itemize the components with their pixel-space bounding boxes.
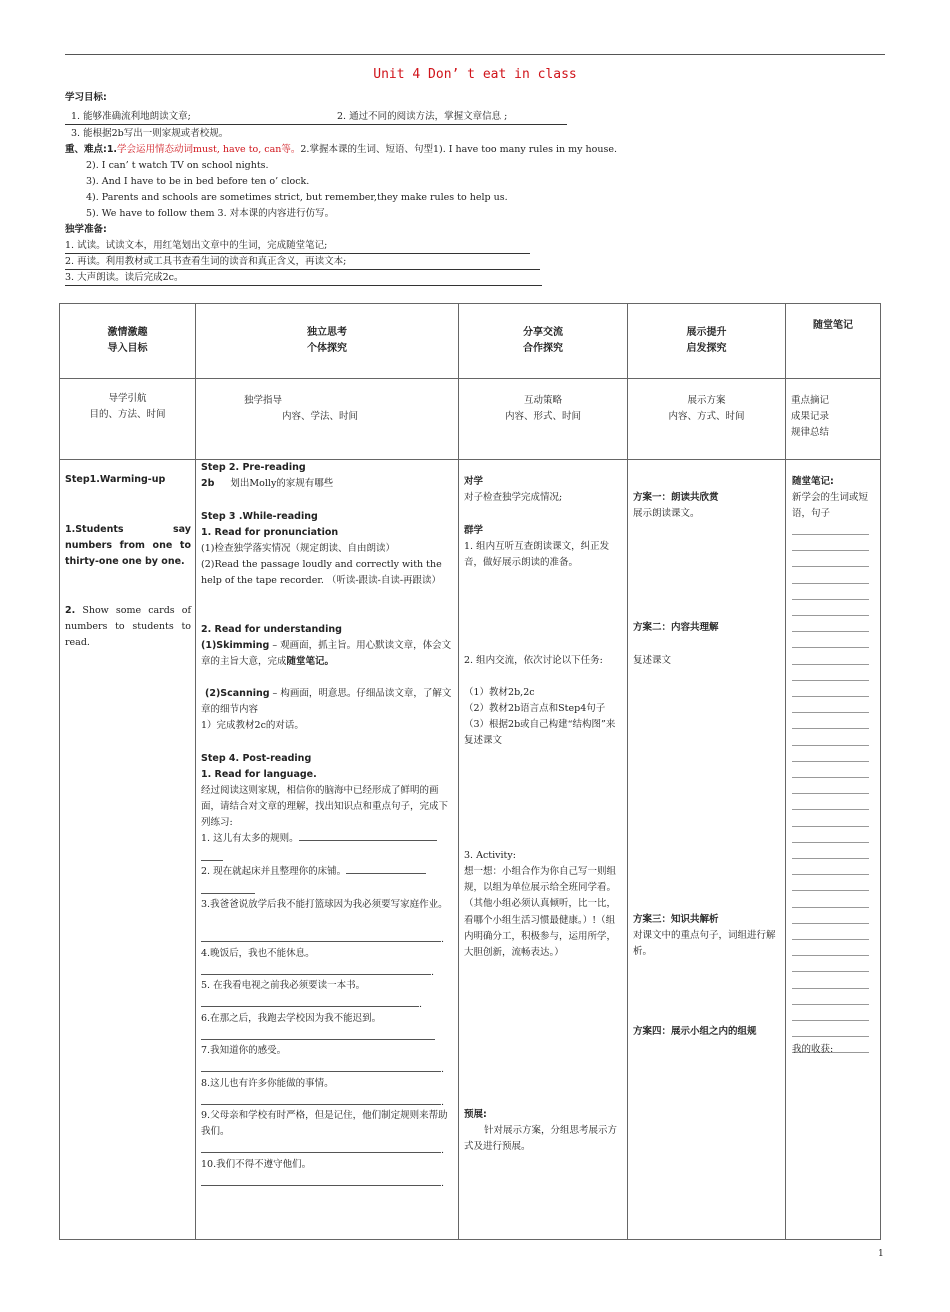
- exercise-1: 1. 这儿有太多的规则。: [201, 831, 437, 847]
- prep-3: 3. 大声朗读。读后完成2c。: [65, 272, 542, 286]
- body-col-2: [196, 460, 459, 1240]
- note-line: [792, 1004, 869, 1005]
- key-4: 4). Parents and schools are sometimes strict, but remember,they make rules to help us.: [86, 192, 508, 203]
- exercise-5-blank: .: [201, 997, 422, 1013]
- harvest-label: 我的收获:: [792, 1044, 834, 1055]
- step4-heading: Step 4. Post-reading: [201, 753, 312, 764]
- read-language: 1. Read for language.: [201, 769, 317, 780]
- exercise-2: 2. 现在就起床并且整理你的床铺。: [201, 864, 426, 880]
- note-line: [792, 890, 869, 891]
- prep-heading: 独学准备:: [65, 224, 107, 235]
- skimming-task: (1)Skimming – 观画面，抓主旨。用心默读文章，体会文章的主旨大意，完成随堂笔记。: [201, 640, 452, 668]
- note-line: [792, 858, 869, 859]
- plan-2-desc: 复述课文: [633, 655, 672, 666]
- note-line: [792, 647, 869, 648]
- exercise-5: 5. 在我看电视之前我必须要读一本书。: [201, 980, 366, 991]
- pair-study-heading: 对学: [464, 476, 484, 487]
- prep-2: 2. 再读。利用教材或工具书查看生词的读音和真正含义，再读文本;: [65, 256, 540, 270]
- note-line: [792, 599, 869, 600]
- table-header-row: [60, 304, 881, 379]
- read-pronunciation: 1. Read for pronunciation: [201, 527, 339, 538]
- note-line: [792, 988, 869, 989]
- body-col-3: [459, 460, 628, 1240]
- preview-heading: 预展:: [464, 1109, 487, 1120]
- subheader-col-2: 独学指导 内容、学法、时间: [196, 379, 459, 460]
- note-line: [792, 971, 869, 972]
- group-task-1: 1. 组内互听互查朗读课文，纠正发音，做好展示朗读的准备。: [464, 541, 610, 569]
- note-line: [792, 550, 869, 551]
- note-line: [792, 923, 869, 924]
- note-line: [792, 777, 869, 778]
- body-col-1: [60, 460, 196, 1240]
- note-line: [792, 566, 869, 567]
- note-line: [792, 761, 869, 762]
- header-col-2: 独立思考 个体探究: [196, 304, 459, 379]
- note-line: [792, 939, 869, 940]
- step1-heading: Step1.Warming-up: [65, 474, 166, 485]
- subheader-col-1: 导学引航 目的、方法、时间: [60, 379, 196, 460]
- note-line: [792, 842, 869, 843]
- note-line: [792, 680, 869, 681]
- plan-3-heading: 方案三：知识共解析: [633, 914, 719, 925]
- activity-heading: 3. Activity:: [464, 850, 516, 861]
- exercise-4: 4.晚饭后，我也不能休息。: [201, 948, 315, 959]
- group-task-2b: （2）教材2b语言点和Step4句子: [464, 703, 606, 714]
- note-line: [792, 728, 869, 729]
- lesson-table: [59, 303, 881, 1240]
- activity-desc: 想一想：小组合作为你自己写一则组规，以组为单位展示给全班同学看。（其他小组必须认真倾听，比一比，看哪个小组生活习惯最健康。）!（组内明确分工，积极参与，运用所学，大胆创新，流畅表达。）: [464, 866, 617, 959]
- exercise-9-blank: .: [201, 1143, 444, 1159]
- plan-4-heading: 方案四：展示小组之内的组规: [633, 1026, 757, 1037]
- note-line: [792, 1036, 869, 1037]
- step3-heading: Step 3 .While-reading: [201, 511, 318, 522]
- goals-heading: 学习目标:: [65, 92, 107, 103]
- key-1-text: 学会运用情态动词must, have to, can等。: [117, 144, 301, 155]
- scanning-task: (2)Scanning – 构画面，明意思。仔细品读文章，了解文章的细节内容: [201, 688, 452, 716]
- note-line: [792, 955, 869, 956]
- plan-1-desc: 展示朗读课文。: [633, 508, 700, 519]
- note-line: [792, 826, 869, 827]
- plan-3-desc: 对课文中的重点句子，词组进行解析。: [633, 930, 776, 958]
- exercise-7: 7.我知道你的感受。: [201, 1045, 287, 1056]
- note-line: [792, 615, 869, 616]
- note-line: [792, 745, 869, 746]
- notes-desc: 新学会的生词或短语，句子: [792, 492, 869, 520]
- pronunciation-step-2: (2)Read the passage loudly and correctly with the help of the tape recorder. （听读-跟读-自读-再跟读）: [201, 559, 442, 587]
- scanning-subtask: 1）完成教材2c的对话。: [201, 720, 304, 731]
- header-col-3: 分享交流 合作探究: [459, 304, 628, 379]
- read-understanding: 2. Read for understanding: [201, 624, 342, 635]
- prep-1: 1. 试读。试读文本，用红笔划出文章中的生词，完成随堂笔记;: [65, 240, 530, 254]
- plan-2-heading: 方案二：内容共理解: [633, 622, 719, 633]
- page-title: Unit 4 Don’ t eat in class: [373, 67, 577, 82]
- plan-1-heading: 方案一：朗读共欣赏: [633, 492, 719, 503]
- header-col-1: 激情激趣 导入目标: [60, 304, 196, 379]
- group-task-2a: （1）教材2b,2c: [464, 687, 535, 698]
- key-3: 3). And I have to be in bed before ten o’ clock.: [86, 176, 310, 187]
- page-number: 1: [878, 1249, 884, 1259]
- note-line: [792, 534, 869, 535]
- note-line: [792, 907, 869, 908]
- header-col-4: 展示提升 启发探究: [628, 304, 786, 379]
- exercise-10-blank: .: [201, 1176, 444, 1192]
- exercise-8-blank: .: [201, 1095, 444, 1111]
- key-5: 5). We have to follow them 3. 对本课的内容进行仿写。: [86, 208, 335, 219]
- exercise-9: 9.父母亲和学校有时严格，但是记住，他们制定规则来帮助我们。: [201, 1110, 448, 1138]
- exercise-10: 10.我们不得不遵守他们。: [201, 1159, 312, 1170]
- key-heading: 重、难点:: [65, 144, 107, 155]
- note-line: [792, 874, 869, 875]
- key-1-rest: 2.掌握本课的生词、短语、句型1). I have too many rules in my house.: [300, 144, 618, 155]
- group-task-2: 2. 组内交流，依次讨论以下任务:: [464, 655, 603, 666]
- note-line: [792, 696, 869, 697]
- subheader-col-4: 展示方案 内容、方式、时间: [628, 379, 786, 460]
- goal-1: 1. 能够准确流利地朗读文章;: [71, 111, 191, 122]
- note-line: [792, 664, 869, 665]
- note-line: [792, 809, 869, 810]
- exercise-3-blank: .: [201, 932, 444, 948]
- exercise-4-blank: .: [201, 965, 434, 981]
- group-study-heading: 群学: [464, 525, 484, 536]
- step2-task: 2b 划出Molly的家规有哪些: [201, 478, 334, 489]
- exercise-3: 3.我爸爸说放学后我不能打篮球因为我必须要写家庭作业。: [201, 899, 448, 910]
- step2-heading: Step 2. Pre-reading: [201, 462, 306, 473]
- pronunciation-step-1: (1)检查独学落实情况（规定朗读、自由朗读）: [201, 543, 395, 554]
- pair-study-desc: 对子检查独学完成情况;: [464, 492, 563, 503]
- body-col-4: [628, 460, 786, 1240]
- goal-3: 3. 能根据2b写出一则家规或者校规。: [71, 128, 229, 139]
- goal-2: 2. 通过不同的阅读方法，掌握文章信息 ;: [337, 111, 508, 122]
- exercise-7-blank: .: [201, 1062, 444, 1078]
- note-line: [792, 793, 869, 794]
- preview-desc: 针对展示方案，分组思考展示方式及进行预展。: [464, 1125, 618, 1153]
- table-subheader-row: [60, 379, 881, 460]
- notes-heading: 随堂笔记:: [792, 476, 834, 487]
- key-2: 2). I can’ t watch TV on school nights.: [86, 160, 269, 171]
- key-line-1: [65, 144, 617, 156]
- group-task-2c: （3）根据2b或自己构建“结构图”来复述课文: [464, 719, 616, 747]
- language-instructions: 经过阅读这则家规，相信你的脑海中已经形成了鲜明的画面，请结合对文章的理解，找出知识点和重点句子，完成下列练习:: [201, 785, 449, 829]
- body-col-5: [786, 460, 881, 1240]
- note-line: [792, 1020, 869, 1021]
- header-col-5: 随堂笔记: [786, 304, 881, 379]
- subheader-col-3: 互动策略 内容、形式、时间: [459, 379, 628, 460]
- goals-line-1: [65, 111, 567, 125]
- note-line: [792, 631, 869, 632]
- key-1-number: 1.: [106, 144, 118, 155]
- warmup-item-2: 2. Show some cards of numbers to students to read.: [65, 605, 191, 649]
- note-line: [792, 583, 869, 584]
- subheader-col-5: 重点摘记 成果记录 规律总结: [786, 379, 881, 460]
- warmup-item-1: 1.Students say numbers from one to thirty-one one by one.: [65, 524, 191, 568]
- exercise-8: 8.这儿也有许多你能做的事情。: [201, 1078, 334, 1089]
- header-rule: [65, 54, 885, 55]
- note-line: [792, 712, 869, 713]
- exercise-6: 6.在那之后，我跑去学校因为我不能迟到。: [201, 1013, 382, 1024]
- table-body-row: [60, 460, 881, 1240]
